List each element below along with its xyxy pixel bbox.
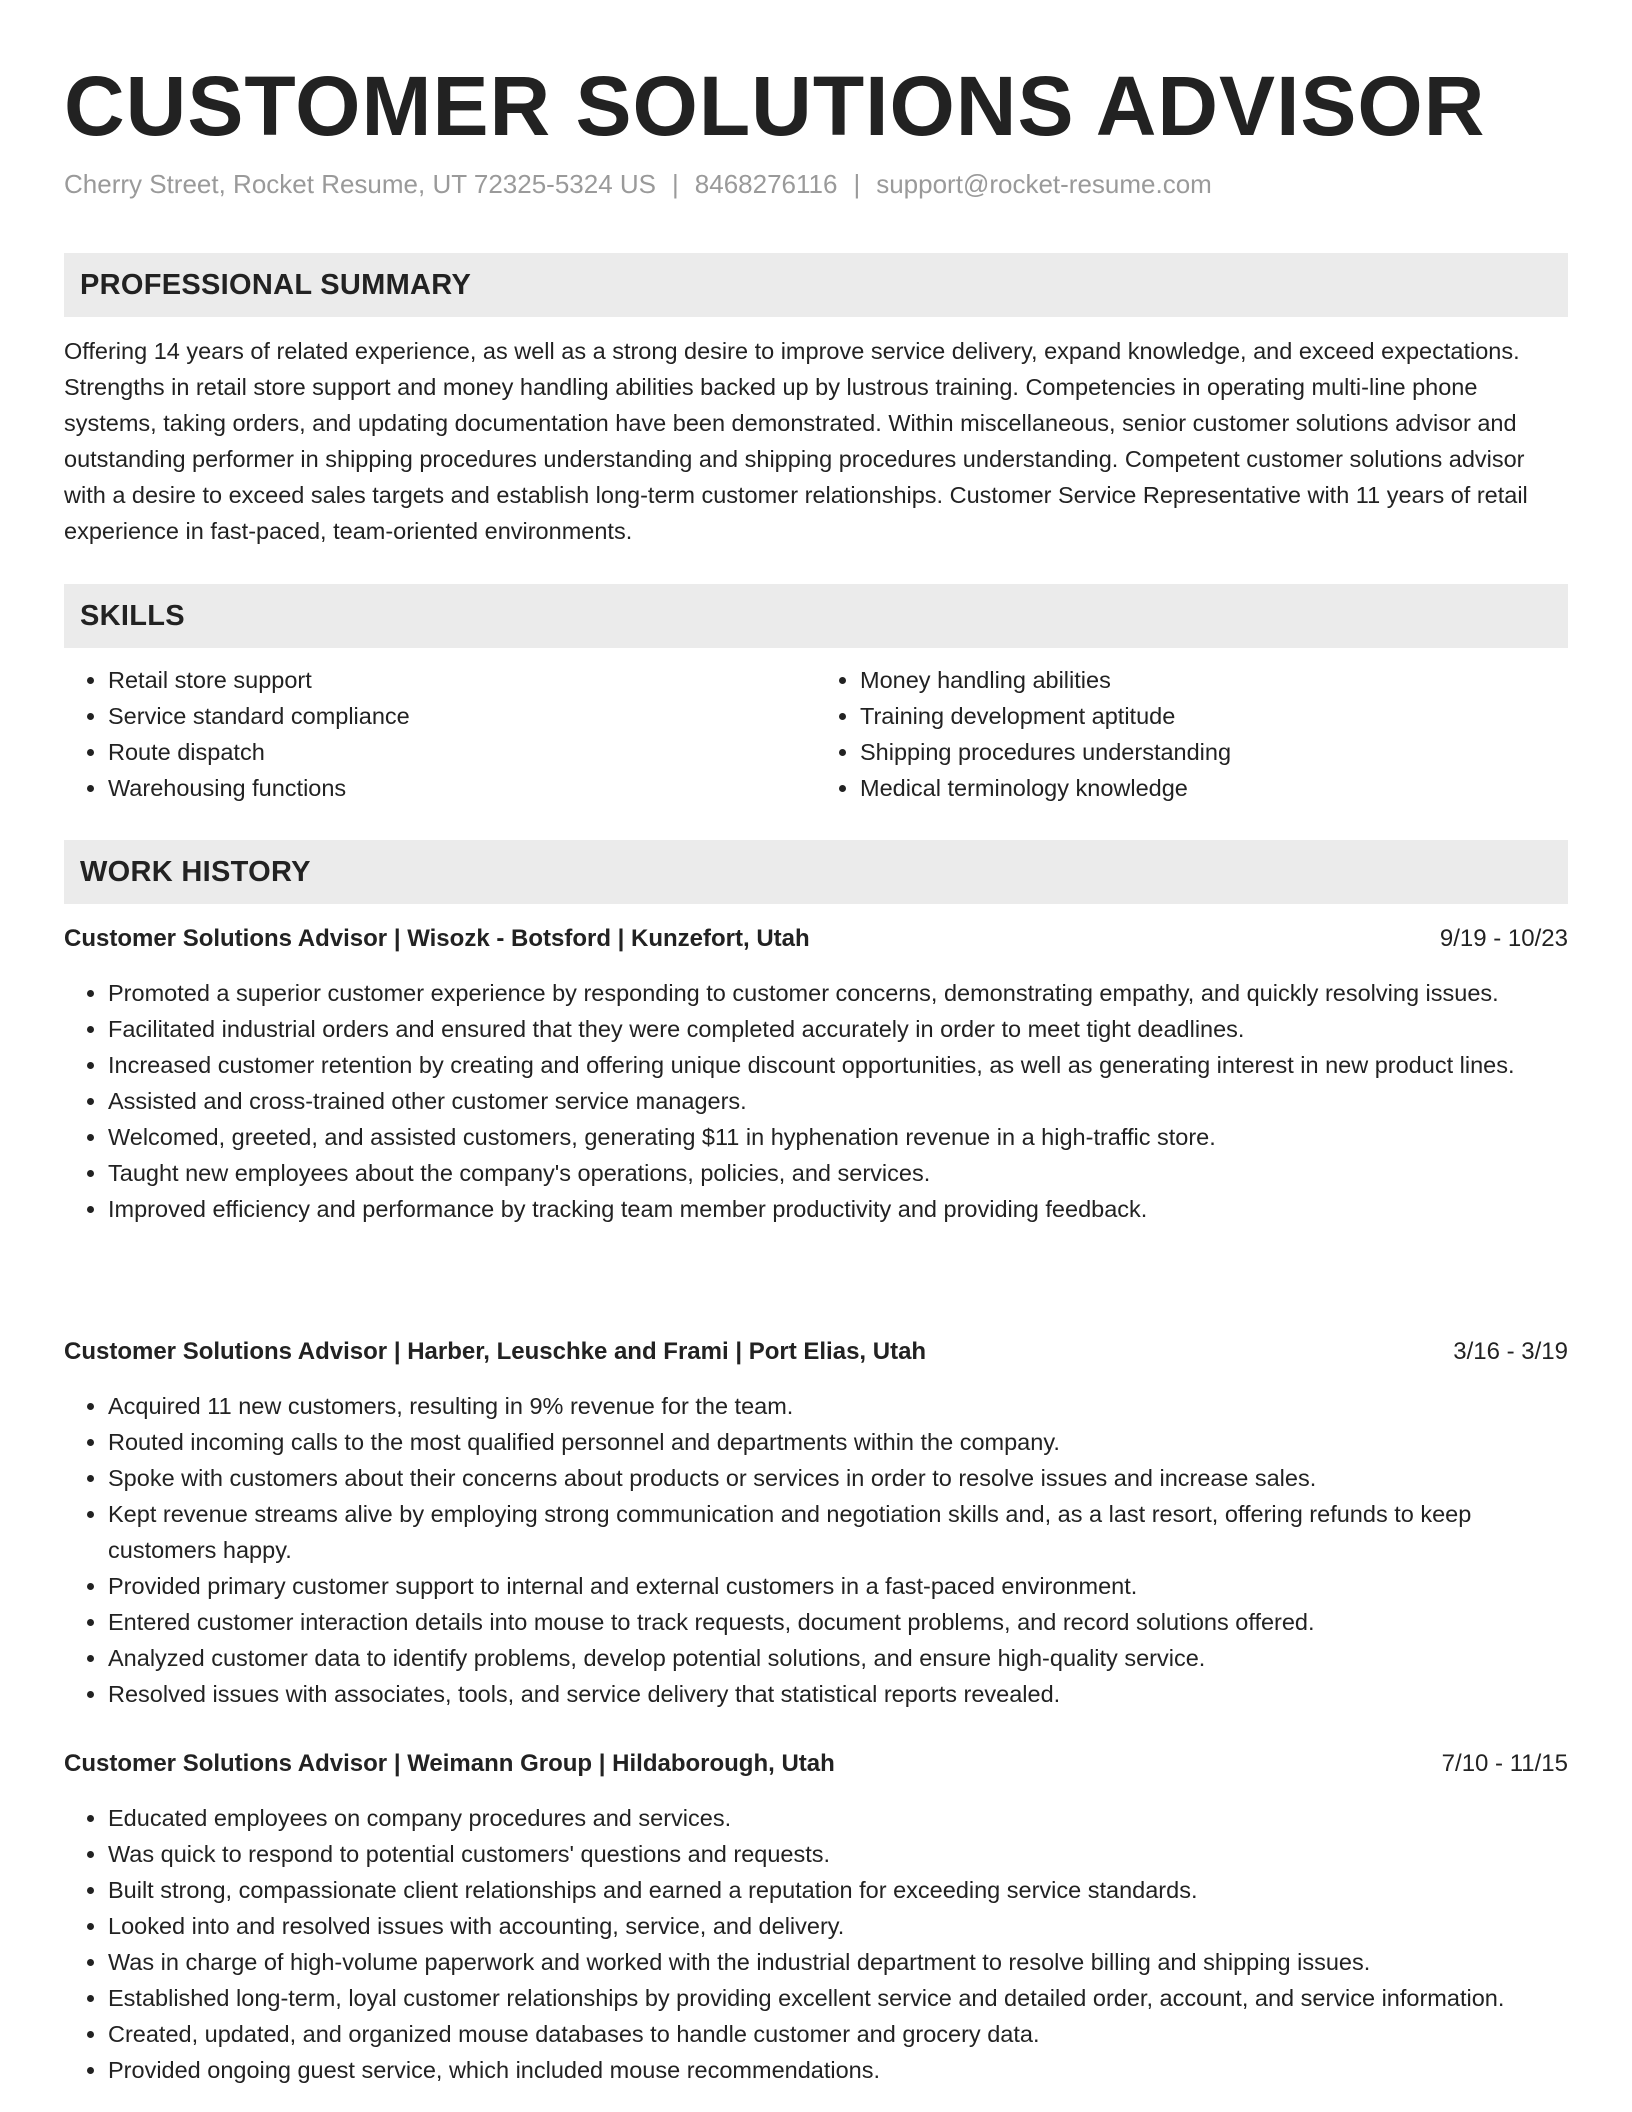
job-bullet: • Established long-term, loyal customer relationships by providing excellent service and detailed order, account, and service information. xyxy=(108,1980,1568,2016)
job-bullet: • Promoted a superior customer experience by responding to customer concerns, demonstrating empathy, and quickly resolving issues. xyxy=(108,975,1568,1011)
job-bullet: • Educated employees on company procedures and services. xyxy=(108,1800,1568,1836)
summary-text: Offering 14 years of related experience, as well as a strong desire to improve service delivery, expand knowledge, and exceed expectations. Strengths in retail store support and money handling abilities backed up by lustrous training. Competencies in operating multi-line phone systems, taking orders, and updating documentation have been demonstrated. Within miscellaneous, senior customer solutions advisor and outstanding performer in shipping procedures understanding and shipping procedures understanding. Competent customer solutions advisor with a desire to exceed sales targets and establish long-term customer relationships. Customer Service Representative with 11 years of retail experience in fast-paced, team-oriented environments. xyxy=(64,338,1528,544)
job-bullet: • Provided ongoing guest service, which included mouse recommendations. xyxy=(108,2052,1568,2088)
job-bullets xyxy=(64,1800,1568,2088)
job-entry xyxy=(64,921,1568,1227)
job-header xyxy=(64,1334,1568,1370)
contact-phone: 8468276116 xyxy=(694,169,838,199)
job-bullet: • Entered customer interaction details into mouse to track requests, document problems, and record solutions offered. xyxy=(108,1604,1568,1640)
job-header xyxy=(64,921,1568,957)
job-bullet: • Taught new employees about the company's operations, policies, and services. xyxy=(108,1155,1568,1191)
contact-line xyxy=(64,166,1212,202)
section-heading-summary: PROFESSIONAL SUMMARY xyxy=(64,253,1568,317)
skills-column-right xyxy=(816,662,1568,806)
job-bullet: • Provided primary customer support to internal and external customers in a fast-paced environment. xyxy=(108,1568,1568,1604)
job-bullet: • Assisted and cross-trained other customer service managers. xyxy=(108,1083,1568,1119)
skill-item: • Retail store support xyxy=(108,662,816,698)
job-header xyxy=(64,1746,1568,1782)
skills-column-left xyxy=(64,662,816,806)
job-dates: 9/19 - 10/23 xyxy=(1439,925,1568,952)
job-bullet: • Was quick to respond to potential customers' questions and requests. xyxy=(108,1836,1568,1872)
job-bullet: • Resolved issues with associates, tools, and service delivery that statistical reports revealed. xyxy=(108,1676,1568,1712)
job-entry xyxy=(64,1334,1568,1712)
skill-item: • Medical terminology knowledge xyxy=(860,770,1568,806)
contact-separator: | xyxy=(853,169,861,199)
skill-item: • Service standard compliance xyxy=(108,698,816,734)
section-heading-work-history: WORK HISTORY xyxy=(64,840,1568,904)
job-dates: 3/16 - 3/19 xyxy=(1453,1338,1568,1365)
job-bullet: • Created, updated, and organized mouse databases to handle customer and grocery data. xyxy=(108,2016,1568,2052)
job-bullet: • Improved efficiency and performance by tracking team member productivity and providing feedback. xyxy=(108,1191,1568,1227)
skill-item: • Warehousing functions xyxy=(108,770,816,806)
job-bullet: • Spoke with customers about their concerns about products or services in order to resolve issues and increase sales. xyxy=(108,1460,1568,1496)
job-title: Customer Solutions Advisor | Weimann Group | Hildaborough, Utah xyxy=(64,1750,835,1777)
skill-item: • Route dispatch xyxy=(108,734,816,770)
job-bullet: • Welcomed, greeted, and assisted customers, generating $11 in hyphenation revenue in a high-traffic store. xyxy=(108,1119,1568,1155)
contact-email: support@rocket-resume.com xyxy=(876,169,1212,199)
job-title: Customer Solutions Advisor | Wisozk - Botsford | Kunzefort, Utah xyxy=(64,925,810,952)
job-bullet: • Kept revenue streams alive by employing strong communication and negotiation skills and, as a last resort, offering refunds to keep customers happy. xyxy=(108,1496,1568,1568)
skill-item: • Shipping procedures understanding xyxy=(860,734,1568,770)
job-bullet: • Acquired 11 new customers, resulting in 9% revenue for the team. xyxy=(108,1388,1568,1424)
resume-title: CUSTOMER SOLUTIONS ADVISOR xyxy=(64,59,1486,153)
contact-separator: | xyxy=(672,169,679,199)
contact-address: Cherry Street, Rocket Resume, UT 72325-5324 US xyxy=(64,169,657,199)
job-bullet: • Looked into and resolved issues with accounting, service, and delivery. xyxy=(108,1908,1568,1944)
job-bullet: • Increased customer retention by creating and offering unique discount opportunities, as well as generating interest in new product lines. xyxy=(108,1047,1568,1083)
job-dates: 7/10 - 11/15 xyxy=(1441,1750,1568,1777)
job-bullet: • Built strong, compassionate client relationships and earned a reputation for exceeding service standards. xyxy=(108,1872,1568,1908)
section-heading-skills: SKILLS xyxy=(64,584,1568,648)
skills-list xyxy=(64,662,1568,806)
skill-item: • Training development aptitude xyxy=(860,698,1568,734)
job-bullet: • Routed incoming calls to the most qualified personnel and departments within the company. xyxy=(108,1424,1568,1460)
job-title: Customer Solutions Advisor | Harber, Leuschke and Frami | Port Elias, Utah xyxy=(64,1338,927,1365)
job-bullets xyxy=(64,1388,1568,1712)
job-bullet: • Facilitated industrial orders and ensured that they were completed accurately in order to meet tight deadlines. xyxy=(108,1011,1568,1047)
job-bullets xyxy=(64,975,1568,1227)
job-bullet: • Was in charge of high-volume paperwork and worked with the industrial department to resolve billing and shipping issues. xyxy=(108,1944,1568,1980)
skill-item: • Money handling abilities xyxy=(860,662,1568,698)
job-entry xyxy=(64,1746,1568,2088)
job-bullet: • Analyzed customer data to identify problems, develop potential solutions, and ensure high-quality service. xyxy=(108,1640,1568,1676)
